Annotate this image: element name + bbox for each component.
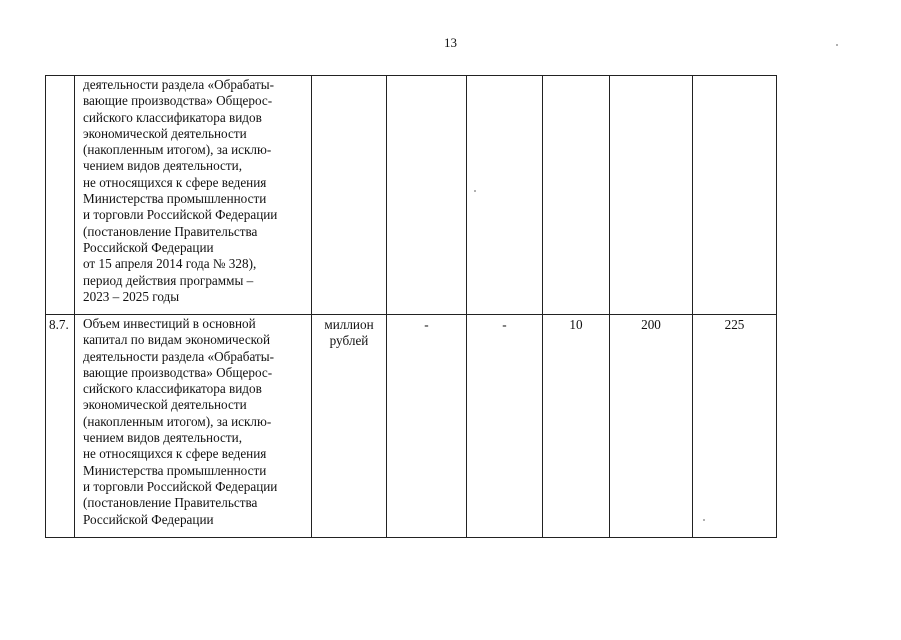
value-cell bbox=[693, 76, 777, 315]
indicator-name-line: период действия программы – bbox=[83, 272, 254, 288]
indicator-name-line: от 15 апреля 2014 года № 328), bbox=[83, 256, 257, 272]
page-number: 13 bbox=[444, 35, 457, 50]
indicator-name-line: и торговли Российской Федерации bbox=[83, 478, 278, 494]
indicator-name-cell bbox=[75, 76, 312, 315]
row-number-cell: 8.7. bbox=[46, 315, 75, 538]
indicator-name-line: экономической деятельности bbox=[83, 125, 247, 141]
indicator-name-line: капитал по видам экономической bbox=[83, 332, 271, 348]
indicator-name-line: не относящихся к сфере ведения bbox=[83, 446, 267, 462]
indicators-table bbox=[45, 75, 777, 538]
indicator-name-line: деятельности раздела «Обрабаты- bbox=[83, 77, 275, 92]
value-cell: - bbox=[467, 315, 543, 538]
value-cell: 10 bbox=[543, 315, 610, 538]
value-cell: 200 bbox=[610, 315, 693, 538]
indicator-name-line: (накопленным итогом), за исклю- bbox=[83, 142, 272, 158]
indicator-name-line: сийского классификатора видов bbox=[83, 381, 262, 397]
indicator-name-line: Министерства промышленности bbox=[83, 191, 267, 207]
value-cell: - bbox=[387, 315, 467, 538]
scan-speck bbox=[474, 190, 476, 192]
indicator-name-line: Российской Федерации bbox=[83, 239, 214, 255]
unit-line: миллион bbox=[324, 317, 374, 332]
indicator-name-line: 2023 – 2025 годы bbox=[83, 288, 180, 304]
indicator-name-line: чением видов деятельности, bbox=[83, 430, 242, 446]
value-cell: 225 bbox=[693, 315, 777, 538]
value-cell bbox=[387, 76, 467, 315]
indicator-name-line: (накопленным итогом), за исклю- bbox=[83, 413, 272, 429]
value-cell bbox=[610, 76, 693, 315]
indicator-name-line: сийского классификатора видов bbox=[83, 109, 262, 125]
indicator-name-line: Объем инвестиций в основной bbox=[83, 316, 256, 331]
indicator-name-line: вающие производства» Общерос- bbox=[83, 364, 273, 380]
indicator-name-line: вающие производства» Общерос- bbox=[83, 93, 273, 109]
unit-line: рублей bbox=[329, 333, 369, 349]
table-row-continuation bbox=[46, 76, 777, 315]
indicator-name-line: (постановление Правительства bbox=[83, 223, 258, 239]
indicator-name-line: (постановление Правительства bbox=[83, 495, 258, 511]
row-number-cell bbox=[46, 76, 75, 315]
indicator-name-line: и торговли Российской Федерации bbox=[83, 207, 278, 223]
indicator-name-line: экономической деятельности bbox=[83, 397, 247, 413]
value-cell bbox=[543, 76, 610, 315]
scan-speck bbox=[703, 519, 705, 521]
unit-cell bbox=[312, 315, 387, 538]
indicator-name-line: деятельности раздела «Обрабаты- bbox=[83, 348, 275, 364]
table-row-8-7 bbox=[46, 315, 777, 538]
indicator-name-line: Министерства промышленности bbox=[83, 462, 267, 478]
indicator-name-cell bbox=[75, 315, 312, 538]
indicator-name-line: Российской Федерации bbox=[83, 511, 214, 527]
unit-cell bbox=[312, 76, 387, 315]
indicator-name-line: чением видов деятельности, bbox=[83, 158, 242, 174]
scan-speck bbox=[836, 44, 838, 46]
indicator-name-line: не относящихся к сфере ведения bbox=[83, 174, 267, 190]
value-cell bbox=[467, 76, 543, 315]
